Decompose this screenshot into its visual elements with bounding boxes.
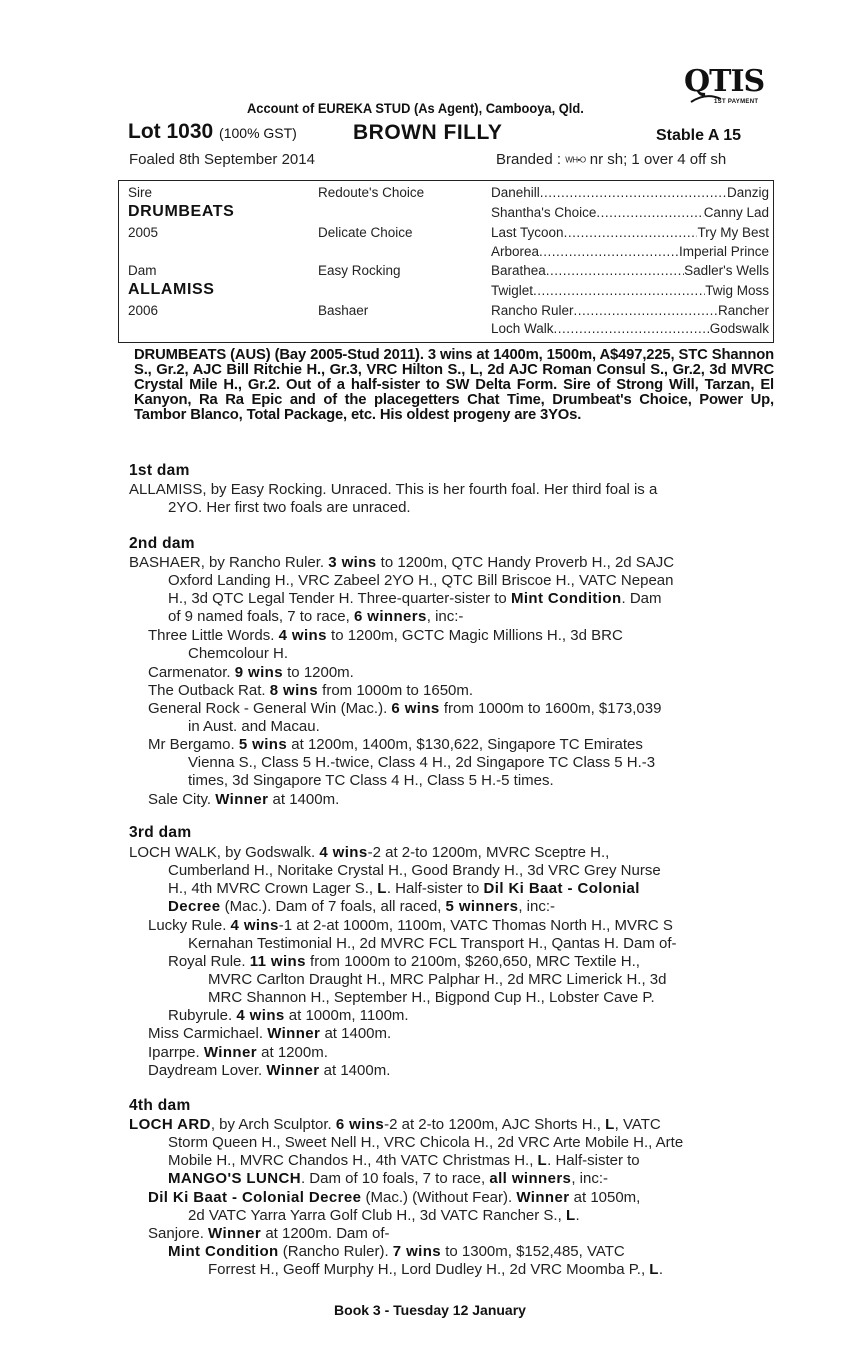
gp-sire: Godswalk: [709, 321, 769, 336]
sire-dam: Delicate Choice: [318, 225, 413, 240]
sire-summary: DRUMBEATS (AUS) (Bay 2005-Stud 2011). 3 wins at 1400m, 1500m, A$497,225, STC Shannon S., Gr.2, AJC Bill Ritchie H., Gr.3, VRC Hilton S., L, 2d AJC Roman Consul S., Gr.2, 3d MVRC Crystal Mile H., Gr.2. Out of a half-sister to SW Delta Form. Sire of Strong Will, Tarzan, El Kanyon, Ra Ra Epic and of the placegetters Chat Time, Drumbeat's Choice, Power Up, Tambor Blanco, Total Package, etc. His oldest progeny are 3YOs.: [134, 347, 774, 423]
branded-suffix: nr sh; 1 over 4 off sh: [589, 151, 727, 168]
gp-horse: Shantha's Choice: [491, 205, 597, 220]
gp-horse: Danehill: [491, 185, 540, 200]
dam-dam: Bashaer: [318, 303, 369, 318]
grandparent-row: [491, 321, 769, 336]
lot-number: [128, 120, 297, 144]
body-text-line: Sale City. Winner at 1400m.: [148, 791, 340, 808]
heading-3rd-dam: 3rd dam: [129, 824, 192, 841]
grandparent-row: [491, 225, 769, 240]
body-text-line: Iparrpe. Winner at 1200m.: [148, 1044, 328, 1061]
grandparent-row: [491, 244, 769, 259]
body-text-line: H., 3d QTC Legal Tender H. Three-quarter-sister to Mint Condition. Dam: [168, 590, 662, 607]
body-text-line: in Aust. and Macau.: [188, 718, 320, 735]
body-text-line: BASHAER, by Rancho Ruler. 3 wins to 1200m, QTC Handy Proverb H., 2d SAJC: [129, 554, 675, 571]
gst-note: (100% GST): [219, 125, 297, 141]
body-text-line: MVRC Carlton Draught H., MRC Palphar H., 2d MRC Limerick H., 3d: [208, 971, 667, 988]
gp-horse: Barathea: [491, 263, 546, 278]
branded-prefix: Branded :: [496, 151, 562, 168]
body-text-line: Three Little Words. 4 wins to 1200m, GCTC Magic Millions H., 3d BRC: [148, 627, 623, 644]
gp-horse: Arborea: [491, 244, 540, 259]
body-text-line: The Outback Rat. 8 wins from 1000m to 1650m.: [148, 682, 474, 699]
body-text-line: H., 4th MVRC Crown Lager S., L. Half-sister to Dil Ki Baat - Colonial: [168, 880, 640, 897]
body-text-line: MANGO'S LUNCH. Dam of 10 foals, 7 to race, all winners, inc:-: [168, 1170, 608, 1187]
pedigree-table: [118, 180, 774, 343]
body-text-line: Daydream Lover. Winner at 1400m.: [148, 1062, 391, 1079]
gp-sire: Imperial Prince: [678, 244, 769, 259]
body-text-line: Forrest H., Geoff Murphy H., Lord Dudley H., 2d VRC Moomba P., L.: [208, 1261, 664, 1278]
sire-label: Sire: [128, 185, 153, 200]
heading-1st-dam: 1st dam: [129, 462, 190, 479]
body-text-line: Miss Carmichael. Winner at 1400m.: [148, 1025, 392, 1042]
gp-sire: Twig Moss: [705, 283, 769, 298]
vendor-account: Account of EUREKA STUD (As Agent), Cambooya, Qld.: [247, 100, 584, 116]
stable-location: Stable A 15: [656, 127, 742, 144]
sire-name: DRUMBEATS: [128, 203, 235, 220]
body-text-line: LOCH ARD, by Arch Sculptor. 6 wins-2 at 2-to 1200m, AJC Shorts H., L, VATC: [129, 1116, 661, 1133]
gp-horse: Last Tycoon: [491, 225, 564, 240]
body-text-line: Decree (Mac.). Dam of 7 foals, all raced, 5 winners, inc:-: [168, 898, 556, 915]
grandparent-row: [491, 185, 769, 200]
gp-horse: Twiglet: [491, 283, 534, 298]
gp-sire: Canny Lad: [703, 205, 769, 220]
foaled-date: Foaled 8th September 2014: [129, 151, 315, 168]
lot-label: Lot 1030: [128, 120, 214, 143]
body-text-line: Kernahan Testimonial H., 2d MVRC FCL Transport H., Qantas H. Dam of-: [188, 935, 677, 952]
body-text-line: times, 3d Singapore TC Class 4 H., Class 5 H.-5 times.: [188, 772, 554, 789]
grandparent-row: [491, 303, 769, 318]
gp-sire: Danzig: [726, 185, 769, 200]
logo-subtext: 1ST PAYMENT: [714, 99, 759, 105]
body-text-line: Sanjore. Winner at 1200m. Dam of-: [148, 1225, 390, 1242]
gp-horse: Loch Walk: [491, 321, 554, 336]
sire-year: 2005: [128, 225, 159, 240]
body-text-line: Mr Bergamo. 5 wins at 1200m, 1400m, $130,622, Singapore TC Emirates: [148, 736, 643, 753]
body-text-line: Vienna S., Class 5 H.-twice, Class 4 H., 2d Singapore TC Class 5 H.-3: [188, 754, 656, 771]
body-text-line: General Rock - General Win (Mac.). 6 wins from 1000m to 1600m, $173,039: [148, 700, 662, 717]
body-text-line: 2d VATC Yarra Yarra Golf Club H., 3d VATC Rancher S., L.: [188, 1207, 580, 1224]
body-text-line: Mobile H., MVRC Chandos H., 4th VATC Christmas H., L. Half-sister to: [168, 1152, 640, 1169]
heading-2nd-dam: 2nd dam: [129, 535, 195, 552]
body-text-line: ALLAMISS, by Easy Rocking. Unraced. This is her fourth foal. Her third foal is a: [129, 481, 658, 498]
dam-label: Dam: [128, 263, 157, 278]
body-text-line: of 9 named foals, 7 to race, 6 winners, inc:-: [168, 608, 464, 625]
body-text-line: Lucky Rule. 4 wins-1 at 2-at 1000m, 1100m, VATC Thomas North H., MVRC S: [148, 917, 673, 934]
brand-mark: WH•O: [565, 155, 586, 165]
body-text-line: Storm Queen H., Sweet Nell H., VRC Chicola H., 2d VRC Arte Mobile H., Arte: [168, 1134, 684, 1151]
body-text-line: 2YO. Her first two foals are unraced.: [168, 499, 411, 516]
body-text-line: Cumberland H., Noritake Crystal H., Good Brandy H., 3d VRC Grey Nurse: [168, 862, 661, 879]
body-text-line: Rubyrule. 4 wins at 1000m, 1100m.: [168, 1007, 409, 1024]
footer-book-date: Book 3 - Tuesday 12 January: [334, 1302, 526, 1318]
body-text-line: Oxford Landing H., VRC Zabeel 2YO H., QTC Bill Briscoe H., VATC Nepean: [168, 572, 674, 589]
dam-year: 2006: [128, 303, 159, 318]
qtis-logo: [684, 64, 765, 110]
grandparent-row: [491, 283, 769, 298]
branded-info: [496, 151, 726, 168]
dam-name: ALLAMISS: [128, 281, 215, 298]
body-text-line: Carmenator. 9 wins to 1200m.: [148, 664, 354, 681]
gp-sire: Try My Best: [697, 225, 769, 240]
body-text-line: Chemcolour H.: [188, 645, 289, 662]
grandparent-row: [491, 263, 769, 278]
logo-text: QTIS: [684, 64, 765, 99]
gp-horse: Rancho Ruler: [491, 303, 574, 318]
body-text-line: Royal Rule. 11 wins from 1000m to 2100m, $260,650, MRC Textile H.,: [168, 953, 640, 970]
body-text-line: MRC Shannon H., September H., Bigpond Cup H., Lobster Cave P.: [208, 989, 655, 1006]
heading-4th-dam: 4th dam: [129, 1097, 191, 1114]
body-text-line: Dil Ki Baat - Colonial Decree (Mac.) (Without Fear). Winner at 1050m,: [148, 1189, 641, 1206]
body-text-line: LOCH WALK, by Godswalk. 4 wins-2 at 2-to 1200m, MVRC Sceptre H.,: [129, 844, 610, 861]
sire-sire: Redoute's Choice: [318, 185, 425, 200]
grandparent-row: [491, 205, 769, 220]
gp-sire: Rancher: [717, 303, 769, 318]
gp-sire: Sadler's Wells: [684, 263, 769, 278]
dam-sire: Easy Rocking: [318, 263, 401, 278]
lot-title: BROWN FILLY: [353, 121, 503, 144]
body-text-line: Mint Condition (Rancho Ruler). 7 wins to 1300m, $152,485, VATC: [168, 1243, 625, 1260]
